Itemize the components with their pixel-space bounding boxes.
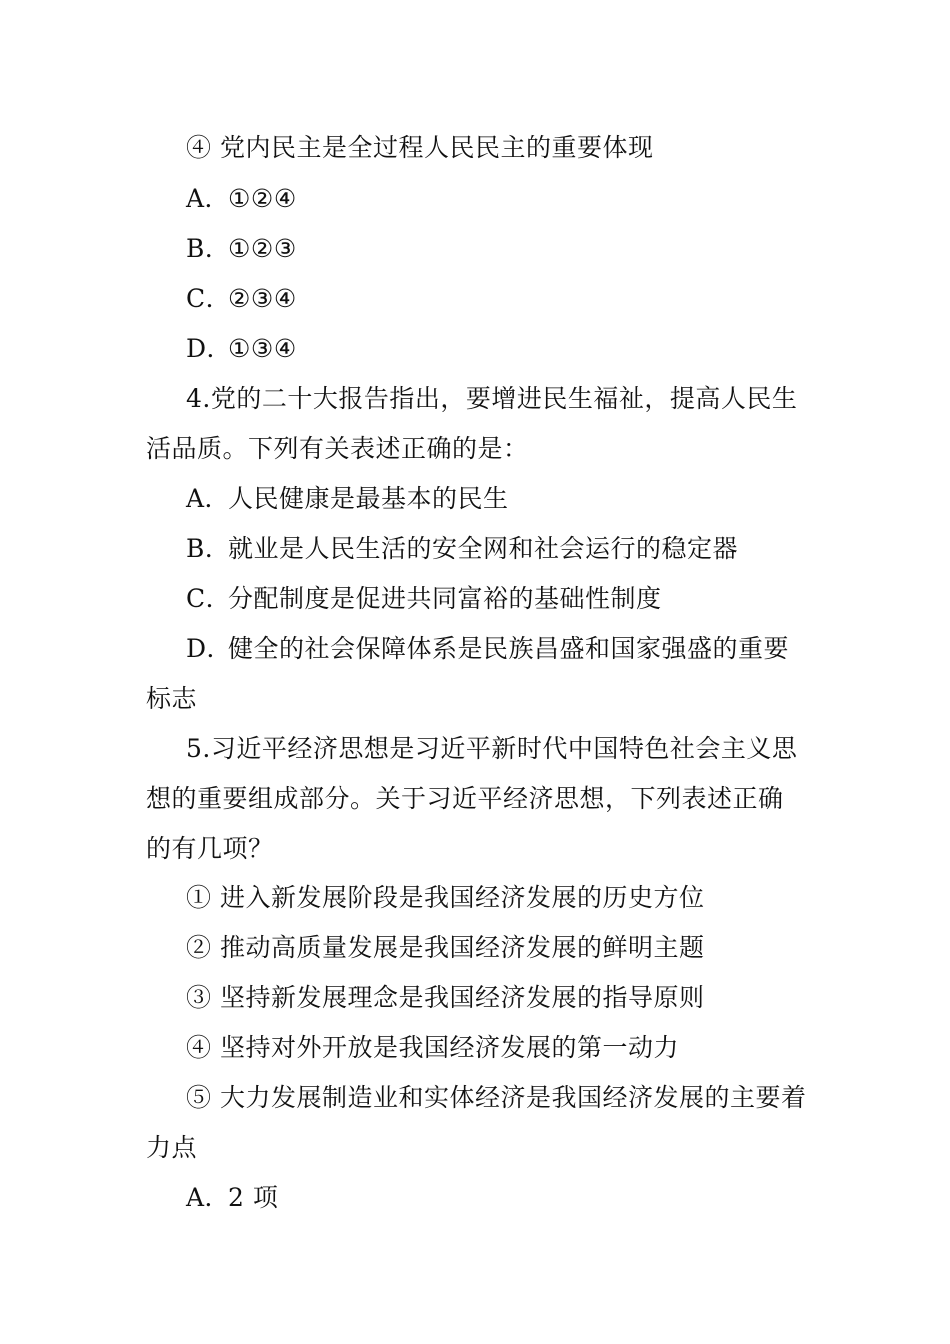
option-text: 分配制度是促进共同富裕的基础性制度 — [228, 584, 662, 613]
option-label: D． — [186, 334, 233, 363]
q5-item-3: ③ 坚持新发展理念是我国经济发展的指导原则 — [186, 983, 705, 1012]
q5-item-5: ⑤ 大力发展制造业和实体经济是我国经济发展的主要着 — [186, 1083, 807, 1112]
q5-stem-line-3: 的有几项？ — [146, 834, 274, 863]
option-label: C． — [186, 284, 232, 313]
q5-item-1: ① 进入新发展阶段是我国经济发展的历史方位 — [186, 883, 705, 912]
option-text: ①②③ — [228, 234, 297, 263]
option-text: ②③④ — [228, 284, 297, 313]
q5-option-a — [186, 1181, 278, 1215]
q3-option-b — [186, 232, 297, 266]
q4-option-d — [186, 632, 789, 666]
q3-item-4: ④ 党内民主是全过程人民民主的重要体现 — [186, 133, 654, 162]
q3-option-c — [186, 282, 297, 316]
option-label: B． — [186, 234, 231, 263]
option-text: 2 项 — [228, 1183, 279, 1212]
option-label: B． — [186, 534, 231, 563]
q5-stem-line-2: 想的重要组成部分。关于习近平经济思想，下列表述正确 — [146, 784, 784, 813]
q3-option-d — [186, 332, 297, 366]
q4-option-b — [186, 532, 738, 566]
q5-item-4: ④ 坚持对外开放是我国经济发展的第一动力 — [186, 1033, 679, 1062]
q3-option-a — [186, 182, 297, 216]
q4-stem-line-2: 活品质。下列有关表述正确的是： — [146, 434, 529, 463]
option-label: A． — [186, 1183, 231, 1212]
option-text: ①②④ — [228, 184, 297, 213]
q4-stem-line-1: 4.党的二十大报告指出，要增进民生福祉，提高人民生 — [186, 384, 798, 413]
option-text: 就业是人民生活的安全网和社会运行的稳定器 — [228, 534, 739, 563]
option-text: ①③④ — [228, 334, 297, 363]
option-label: D． — [186, 634, 233, 663]
option-label: A． — [186, 484, 231, 513]
q4-option-c — [186, 582, 662, 616]
option-label: C． — [186, 584, 232, 613]
q5-item-5-continued: 力点 — [146, 1133, 198, 1162]
option-label: A． — [186, 184, 231, 213]
option-text: 健全的社会保障体系是民族昌盛和国家强盛的重要 — [228, 634, 790, 663]
option-text: 人民健康是最基本的民生 — [228, 484, 509, 513]
q5-stem-line-1: 5.习近平经济思想是习近平新时代中国特色社会主义思 — [186, 734, 798, 763]
q5-item-2: ② 推动高质量发展是我国经济发展的鲜明主题 — [186, 933, 705, 962]
q4-option-d-continued: 标志 — [146, 684, 198, 713]
q4-option-a — [186, 482, 509, 516]
